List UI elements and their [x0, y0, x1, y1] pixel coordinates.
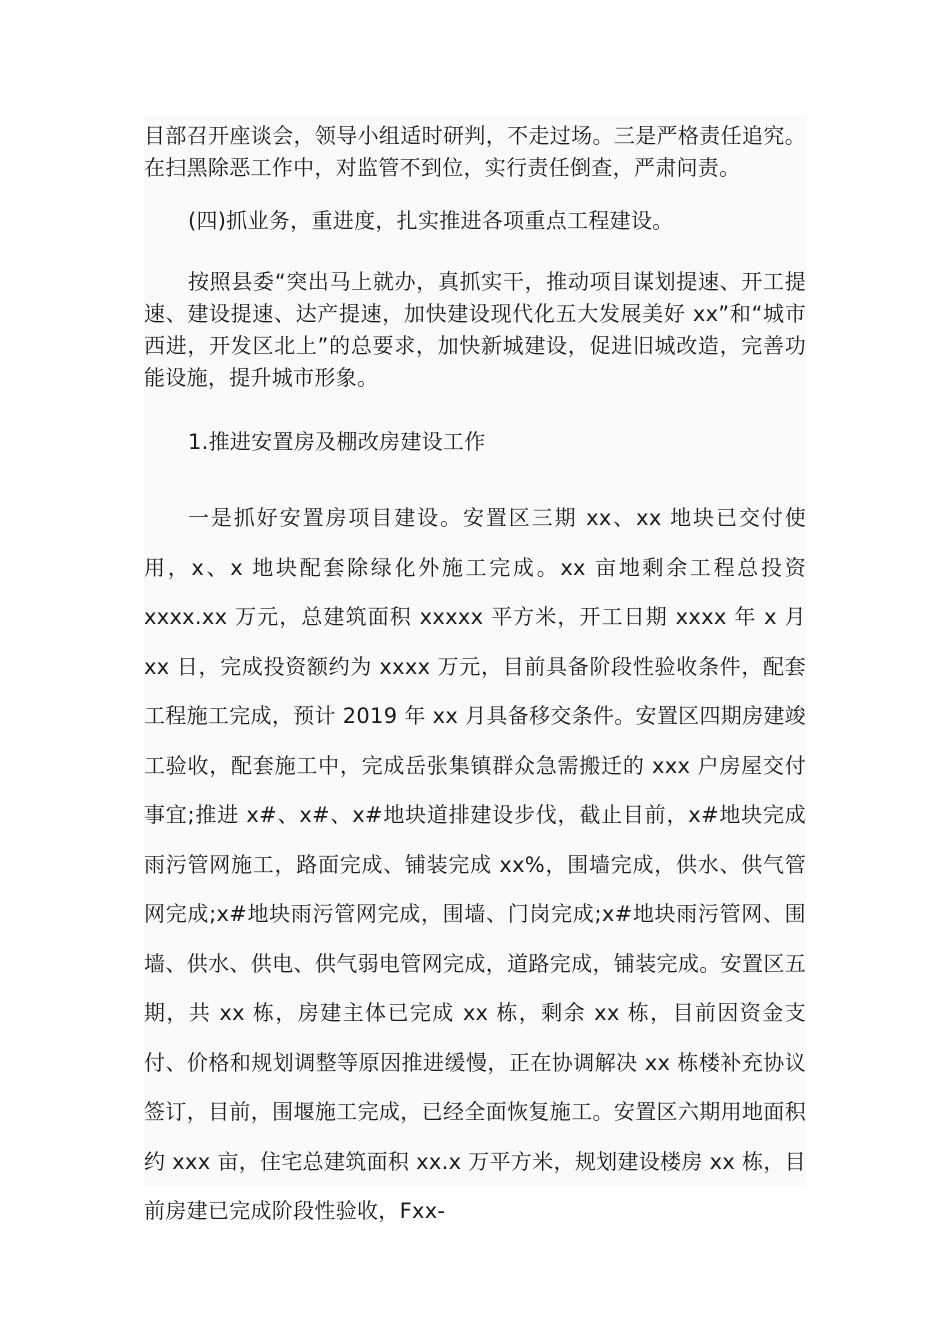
- paragraph-resettlement: [144, 494, 806, 1237]
- section-heading-text: (四)抓业务，重进度，扎实推进各项重点工程建设。: [188, 209, 674, 233]
- subsection-heading: [144, 426, 806, 458]
- paragraph-continued: [144, 120, 806, 184]
- paragraph-requirements: [144, 266, 806, 394]
- paragraph-text: 目部召开座谈会，领导小组适时研判，不走过场。三是严格责任追究。在扫黑除恶工作中，对监管不到位，实行责任倒查，严肃问责。: [144, 124, 806, 180]
- subsection-heading-text: 1.推进安置房及棚改房建设工作: [188, 430, 486, 454]
- paragraph-text: 一是抓好安置房项目建设。安置区三期 xx、xx 地块已交付使用，x、x 地块配套除绿化外施工完成。xx 亩地剩余工程总投资 xxxx.xx 万元，总建筑面积 xxxxx 平方米，开工日期 xxxx 年 x 月 xx 日，完成投资额约为 xxxx 万元，目前具备阶段性验收条件，配套工程施工完成，预计 2019 年 xx 月具备移交条件。安置区四期房建竣工验收，配套施工中，完成岳张集镇群众急需搬迁的 xxx 户房屋交付事宜;推进 x#、x#、x#地块道排建设步伐，截止目前，x#地块完成雨污管网施工，路面完成、铺装完成 xx%，围墙完成，供水、供气管网完成;x#地块雨污管网完成，围墙、门岗完成;x#地块雨污管网、围墙、供水、供电、供气弱电管网完成，道路完成，铺装完成。安置区五期，共 xx 栋，房建主体已完成 xx 栋，剩余 xx 栋，目前因资金支付、价格和规划调整等原因推进缓慢，正在协调解决 xx 栋楼补充协议签订，目前，围堰施工完成，已经全面恢复施工。安置区六期用地面积约 xxx 亩，住宅总建筑面积 xx.x 万平方米，规划建设楼房 xx 栋，目前房建已完成阶段性验收，Fxx-: [144, 506, 806, 1223]
- paragraph-text: 按照县委“突出马上就办，真抓实干，推动项目谋划提速、开工提速、建设提速、达产提速，加快建设现代化五大发展美好 xx”和“城市西进，开发区北上”的总要求，加快新城建设，促进旧城改造，完善功能设施，提升城市形象。: [144, 270, 806, 390]
- section-heading: [144, 205, 806, 237]
